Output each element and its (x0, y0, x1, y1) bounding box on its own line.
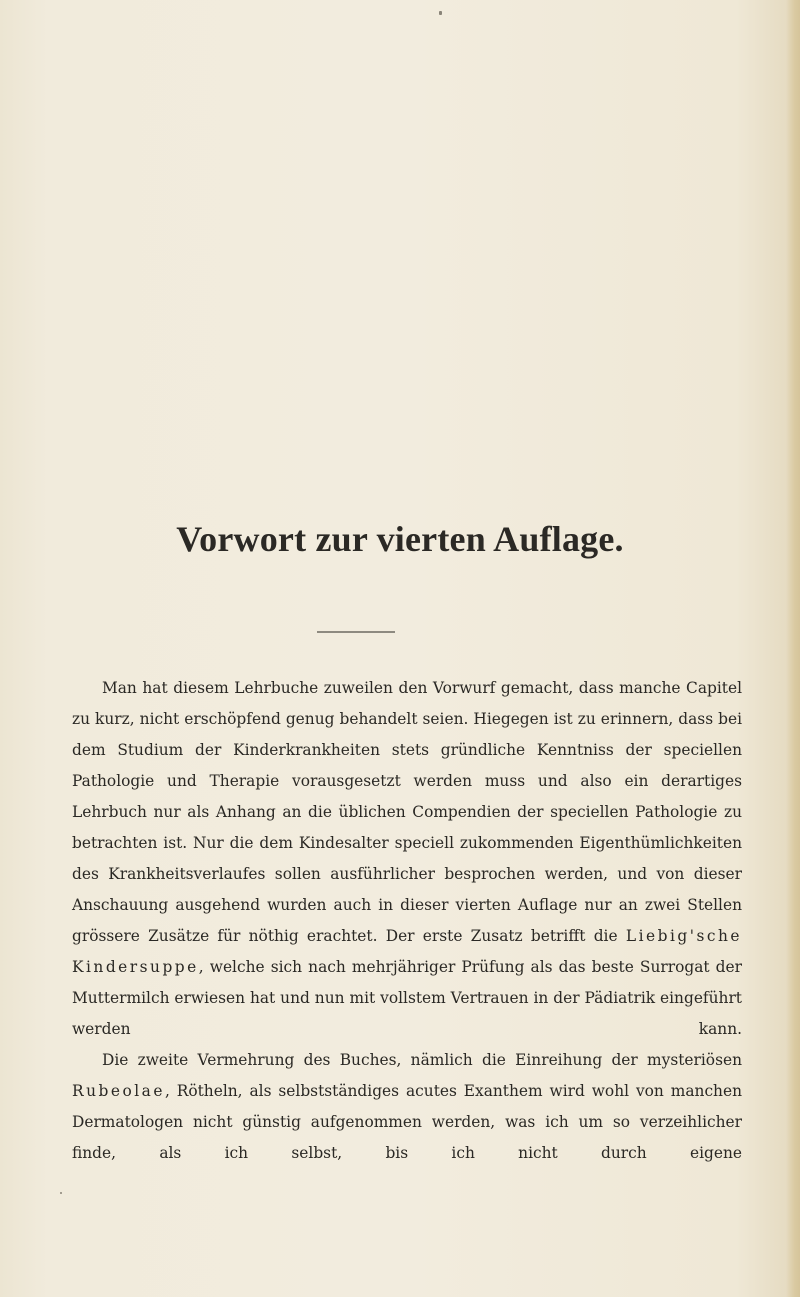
title-divider (317, 631, 395, 633)
paragraph-2-text-before: Die zweite Vermehrung des Buches, nämlich die Einreihung der mysteriösen (102, 1051, 742, 1069)
paragraph-1 (72, 673, 742, 1045)
paragraph-1-text-before: Man hat diesem Lehrbuche zuweilen den Vorwurf gemacht, dass manche Capitel zu kurz, nicht erschöpfend genug behandelt seien. Hiegegen ist zu erinnern, dass bei dem Studium der Kinderkrankheiten stets gründliche Kenntniss der speciellen Pathologie und Therapie vorausgesetzt werden muss und also ein derartiges Lehrbuch nur als Anhang an die üblichen Compendien der speciellen Pathologie zu betrachten ist. Nur die dem Kindesalter speciell zukommenden Eigenthümlichkeiten des Krankheitsverlaufes sollen ausführlicher besprochen werden, und von dieser Anschauung ausgehend wurden auch in dieser vierten Auflage nur an zwei Stellen grössere Zusätze für nöthig erachtet. Der erste Zusatz betrifft die (72, 679, 742, 945)
ink-speck (439, 11, 442, 15)
page-edge-shadow (786, 0, 800, 1297)
preface-body (72, 673, 742, 1169)
paragraph-1-emphasis: Liebig'sche Kindersuppe (72, 927, 742, 976)
paragraph-2 (72, 1045, 742, 1169)
page-title: Vorwort zur vierten Auflage. (176, 519, 624, 559)
paragraph-1-text-after: , welche sich nach mehrjähriger Prüfung als das beste Surrogat der Muttermilch erwiesen hat und nun mit vollstem Vertrauen in der Pädiatrik eingeführt werden kann. (72, 958, 742, 1038)
ink-speck (60, 1192, 62, 1194)
paragraph-2-emphasis: Rubeolae (72, 1082, 165, 1100)
paragraph-2-text-after: , Rötheln, als selbstständiges acutes Exanthem wird wohl von manchen Dermatologen nicht günstig aufgenommen werden, was ich um so verzeihlicher finde, als ich selbst, bis ich nicht durch eigene (72, 1082, 742, 1162)
